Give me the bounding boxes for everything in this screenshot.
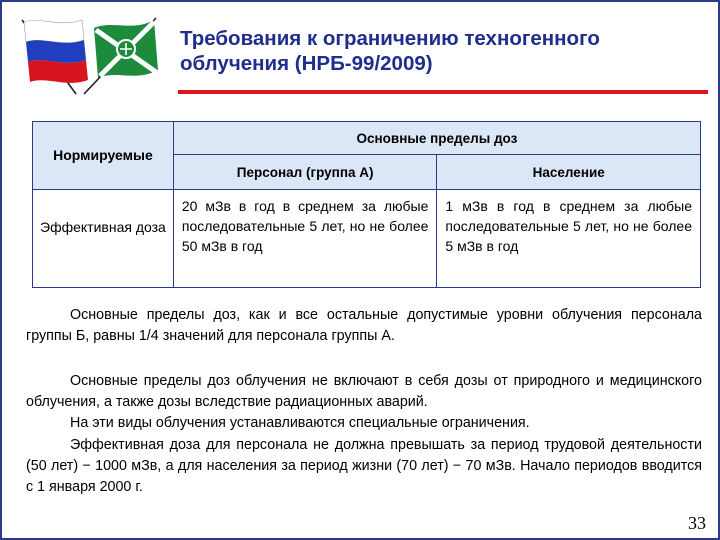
paragraph-group-b: Основные пределы доз, как и все остальные допустимые уровни облучения персонала группы Б, равны 1/4 значений для персонала группы А. [26,307,702,344]
title-underline [178,90,708,94]
population-dose-value: 1 мЗв в год в среднем за любые последовательные 5 лет, но не более 5 мЗв в год [437,190,701,288]
header-normed: Нормируемые [33,122,174,190]
paragraph-special-limits: На эти виды облучения устанавливаются специальные ограничения. [70,415,530,431]
header-dose-limits: Основные пределы доз [173,122,700,155]
header-personnel: Персонал (группа А) [173,155,437,190]
flags-logo [14,10,162,96]
table-row [33,190,701,288]
dose-limits-table [32,121,701,288]
page-title: Требования к ограничению техногенного облучения (НРБ-99/2009) [180,27,600,75]
personnel-dose-value: 20 мЗв в год в среднем за любые последовательные 5 лет, но не более 50 мЗв в год [173,190,437,288]
russian-flag-icon [22,20,88,94]
header-population: Население [437,155,701,190]
rosatom-flag-icon [84,18,158,94]
page-number: 33 [688,513,706,533]
effective-dose-label: Эффективная доза [40,219,166,235]
paragraph-lifetime-dose: Эффективная доза для персонала не должна превышать за период трудовой деятельности (50 лет) − 1000 мЗв, а для населения за период жизни (70 лет) − 70 мЗв. Начало периодов вводится с 1 января 2000 г. [26,437,702,495]
paragraph-exclusions: Основные пределы доз облучения не включают в себя дозы от природного и медицинского облучения, а также дозы вследствие радиационных аварий. [26,373,702,410]
row-label-effective-dose [33,190,174,288]
